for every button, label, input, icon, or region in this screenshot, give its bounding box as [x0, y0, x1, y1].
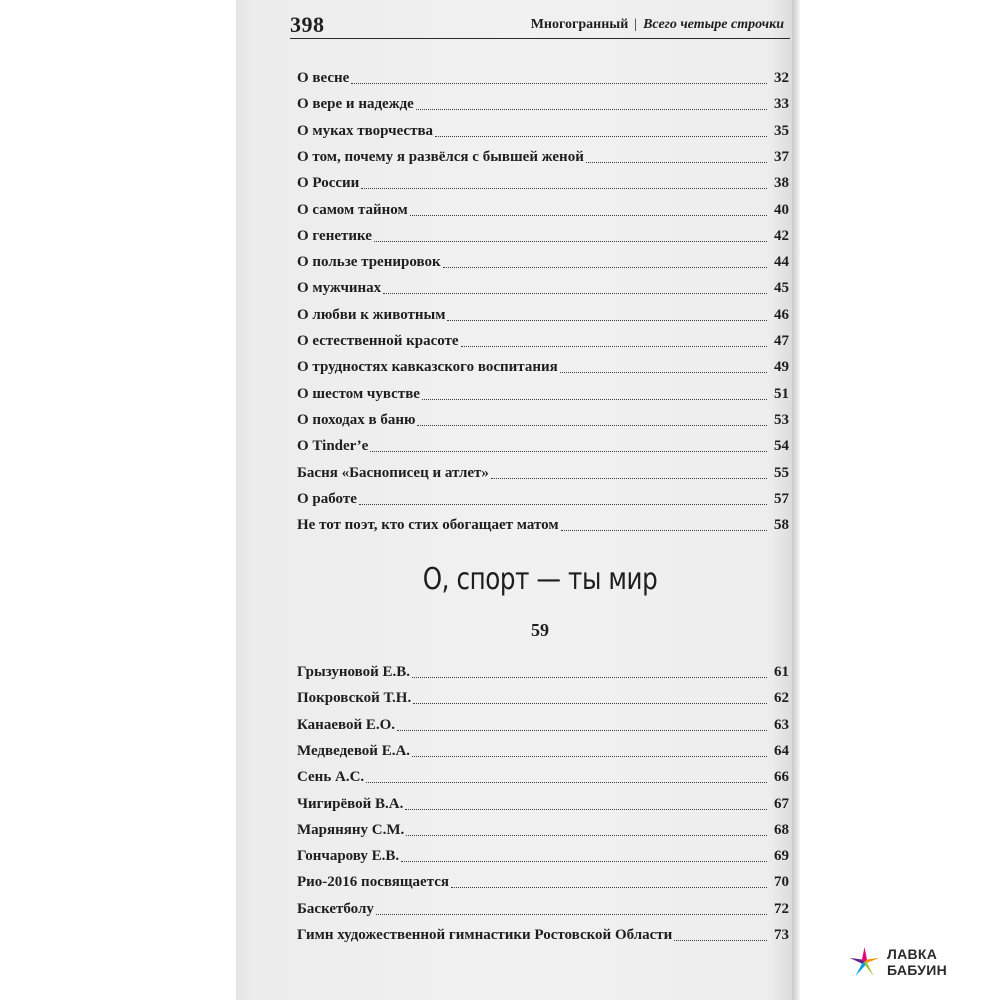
toc-entry-page: 53 [774, 411, 789, 428]
toc-entry-page: 55 [774, 464, 789, 481]
toc-entry [297, 274, 789, 298]
running-head-title: Многогранный [530, 17, 629, 32]
toc-entry-page: 47 [774, 333, 789, 349]
watermark-text: ЛАВКА БАБУИН [886, 946, 948, 978]
toc-dot-leader [410, 215, 767, 216]
toc-entry [297, 353, 789, 377]
toc-entry [297, 737, 789, 761]
toc-entry-page: 37 [774, 148, 789, 165]
toc-entry-page: 44 [774, 254, 789, 271]
toc-dot-leader [370, 451, 767, 452]
toc-entry-page: 45 [774, 280, 789, 297]
toc-entry-title: О работе [297, 490, 357, 507]
toc-entry-page: 58 [774, 517, 789, 534]
toc-entry [297, 684, 789, 708]
toc-entry [297, 895, 789, 919]
section-heading: О, спорт — ты мир [422, 562, 658, 597]
toc-dot-leader [422, 399, 767, 400]
toc-dot-leader [366, 782, 767, 783]
toc-dot-leader [412, 677, 767, 678]
toc-dot-leader [383, 293, 767, 294]
toc-entry [297, 658, 789, 682]
toc-dot-leader [412, 756, 767, 757]
page-number: 398 [290, 12, 325, 37]
toc-entry-page: 69 [774, 848, 789, 865]
toc-entry [297, 763, 789, 787]
toc-dot-leader [443, 267, 767, 268]
toc-entry-title: О любви к животным [297, 306, 446, 323]
toc-dot-leader [435, 136, 767, 137]
toc-dot-leader [374, 241, 767, 242]
toc-entry [297, 790, 789, 814]
toc-entry-title: О естественной красоте [297, 333, 459, 349]
toc-entry-title: О муках творчества [297, 122, 434, 139]
toc-entry [297, 459, 789, 483]
toc-entry-title: Басня «Баснописец и атлет» [297, 464, 489, 481]
toc-dot-leader [561, 530, 767, 531]
toc-entry-page: 40 [774, 201, 789, 218]
toc-dot-leader [413, 703, 767, 704]
toc-entry-title: О Tinder’е [297, 438, 369, 455]
toc-entry-page: 35 [774, 122, 789, 139]
toc-entry [297, 64, 789, 88]
toc-entry-title: О России [297, 175, 360, 192]
running-head-subtitle: Всего четыре строчки [643, 17, 784, 32]
running-head-separator: | [634, 17, 638, 32]
toc-entry-title: Гимн художественной гимнастики Ростовской Области [297, 927, 673, 943]
toc-entry [297, 222, 789, 246]
toc-entry-title: О шестом чувстве [297, 385, 420, 402]
toc-entry-title: Чигирёвой В.А. [297, 795, 404, 812]
toc-entry-title: Рио-2016 посвящается [297, 874, 450, 891]
toc-entry-title: О генетике [297, 227, 372, 244]
toc-entry [297, 842, 789, 866]
toc-dot-leader [451, 887, 767, 888]
toc-entry-page: 32 [774, 70, 789, 86]
toc-entry [297, 90, 789, 114]
toc-entry-page: 68 [774, 821, 789, 838]
toc-dot-leader [461, 346, 767, 347]
toc-entry [297, 711, 789, 735]
toc-entry-page: 70 [774, 874, 789, 891]
watermark-logo [848, 942, 998, 982]
toc-entry-page: 49 [774, 359, 789, 376]
page-edge [792, 0, 800, 1000]
toc-entry-page: 33 [774, 96, 789, 113]
toc-dot-leader [406, 835, 767, 836]
toc-entry [297, 301, 789, 325]
toc-entry [297, 432, 789, 456]
toc-entry-page: 54 [774, 438, 789, 455]
toc-dot-leader [397, 730, 767, 731]
toc-dot-leader [447, 320, 767, 321]
toc-entry [297, 921, 789, 945]
toc-dot-leader [376, 914, 767, 915]
toc-dot-leader [491, 478, 767, 479]
toc-dot-leader [586, 162, 767, 163]
toc-entry [297, 406, 789, 430]
running-head [531, 17, 784, 33]
page-header [290, 8, 790, 39]
toc-dot-leader [361, 188, 767, 189]
toc-entry-title: О трудностях кавказского воспитания [297, 359, 558, 376]
toc-entry [297, 169, 789, 193]
toc-dot-leader [416, 109, 767, 110]
toc-entry-title: Медведевой Е.А. [297, 742, 411, 759]
toc-entry [297, 196, 789, 220]
toc-dot-leader [351, 83, 767, 84]
toc-entry-page: 63 [774, 716, 789, 733]
toc-entry-page: 38 [774, 175, 789, 192]
toc-entry-title: О походах в баню [297, 411, 416, 428]
toc-entry [297, 816, 789, 840]
toc-entry-title: О самом тайном [297, 201, 408, 218]
toc-entry-page: 72 [774, 900, 789, 917]
toc-dot-leader [417, 425, 767, 426]
toc-entry-title: О пользе тренировок [297, 254, 441, 271]
toc-entry-title: Маряняну С.М. [297, 821, 405, 838]
toc-dot-leader [401, 861, 767, 862]
toc-entry-page: 66 [774, 769, 789, 786]
toc-entry-title: О том, почему я развёлся с бывшей женой [297, 148, 584, 165]
toc-entry [297, 327, 789, 351]
toc-entry-title: Баскетболу [297, 900, 374, 917]
toc-entry-page: 62 [774, 690, 789, 707]
toc-entry [297, 143, 789, 167]
toc-entry-page: 51 [774, 385, 789, 402]
toc-entry-page: 67 [774, 795, 789, 812]
toc-entry-page: 57 [774, 490, 789, 507]
toc-entry-title: О весне [297, 70, 350, 86]
toc-entry-title: Покровской Т.Н. [297, 690, 412, 707]
toc-entry-page: 46 [774, 306, 789, 323]
toc-entry-page: 64 [774, 742, 789, 759]
toc-entry-title: О вере и надежде [297, 96, 414, 113]
star-logo-icon [848, 945, 881, 979]
toc-entry [297, 485, 789, 509]
toc-entry-page: 61 [774, 664, 789, 680]
toc-entry-page: 42 [774, 227, 789, 244]
toc-entry-title: Сень А.С. [297, 769, 365, 786]
toc-entry [297, 380, 789, 404]
toc-entry-title: Не тот поэт, кто стих обогащает матом [297, 517, 559, 534]
toc-entry-title: Грызуновой Е.В. [297, 664, 411, 680]
toc-entry [297, 248, 789, 272]
toc-dot-leader [560, 372, 767, 373]
toc-entry-page: 73 [774, 927, 789, 943]
toc-entry-title: Гончарову Е.В. [297, 848, 400, 865]
toc-dot-leader [359, 504, 767, 505]
toc-dot-leader [405, 809, 767, 810]
section-page-number: 59 [531, 620, 549, 640]
toc-entry [297, 117, 789, 141]
toc-entry-title: О мужчинах [297, 280, 382, 297]
toc-dot-leader [674, 940, 767, 941]
toc-entry [297, 511, 789, 535]
toc-entry-title: Канаевой Е.О. [297, 716, 396, 733]
toc-entry [297, 868, 789, 892]
